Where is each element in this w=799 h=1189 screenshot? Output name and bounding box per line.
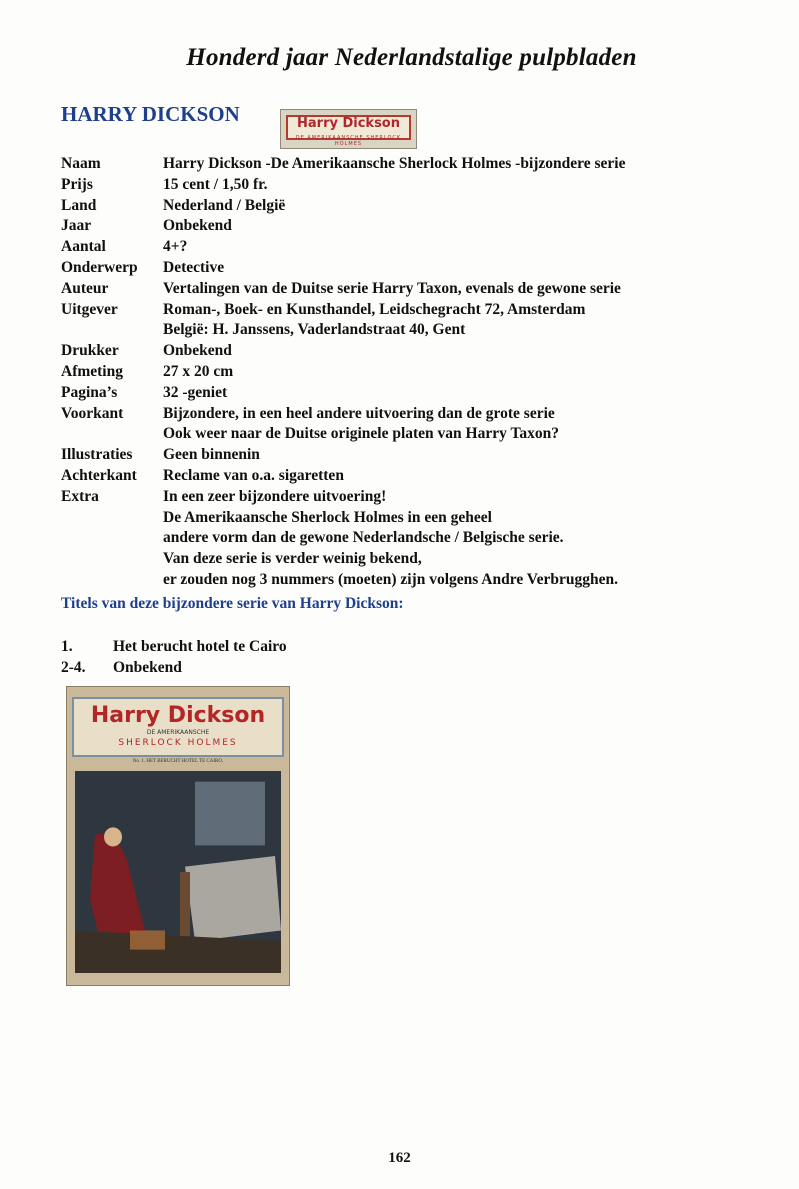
meta-label: Naam <box>61 155 101 172</box>
meta-row <box>61 175 626 196</box>
meta-value-group <box>163 279 621 300</box>
meta-row <box>61 154 626 175</box>
meta-value-group <box>163 383 227 404</box>
meta-value: er zouden nog 3 nummers (moeten) zijn volgens Andre Verbrugghen. <box>163 570 618 588</box>
meta-value-group <box>163 216 232 237</box>
meta-value-group <box>163 362 233 383</box>
logo-subtitle <box>288 135 409 147</box>
meta-label: Uitgever <box>61 300 118 318</box>
meta-label: Illustraties <box>61 446 133 464</box>
meta-value-group <box>163 341 232 362</box>
meta-value: Bijzondere, in een heel andere uitvoering dan de grote serie <box>163 404 555 422</box>
meta-value: In een zeer bijzondere uitvoering! <box>163 487 387 505</box>
titles-heading: Titels van deze bijzondere serie van Harry Dickson: <box>61 595 404 612</box>
meta-label: Aantal <box>61 238 106 256</box>
meta-row <box>61 404 626 446</box>
meta-row <box>61 445 626 466</box>
title-text: Het berucht hotel te Cairo <box>113 638 287 655</box>
logo-line2: SHERLOCK HOLMES <box>334 135 402 147</box>
meta-value: Onbekend <box>163 217 232 235</box>
meta-value: 15 cent / 1,50 fr. <box>163 175 268 193</box>
meta-value: Harry Dickson -De Amerikaansche Sherlock Holmes -bijzondere serie <box>163 155 626 172</box>
meta-label: Onderwerp <box>61 258 138 276</box>
page-number: 162 <box>388 1150 411 1166</box>
cover-issue: No. 1. HET BERUCHT HOTEL TE CAIRO. <box>132 759 224 764</box>
meta-row <box>61 383 626 404</box>
meta-label: Pagina’s <box>61 383 118 401</box>
running-header: Honderd jaar Nederlandstalige pulpbladen <box>186 44 637 71</box>
cover-line1: DE AMERIKAANSCHE <box>146 729 210 736</box>
meta-value: Detective <box>163 258 225 276</box>
meta-value: Roman-, Boek- en Kunsthandel, Leidschegracht 72, Amsterdam <box>163 300 586 318</box>
meta-value-group <box>163 466 344 487</box>
meta-value-group <box>163 258 224 279</box>
meta-row <box>61 258 626 279</box>
meta-value-group <box>163 300 585 342</box>
meta-label: Extra <box>61 487 99 505</box>
cover-name: Harry Dickson <box>90 703 266 728</box>
cover-line2: SHERLOCK HOLMES <box>118 738 238 748</box>
logo-line1: DE AMERIKAANSCHE <box>295 135 364 141</box>
meta-label: Voorkant <box>61 404 124 422</box>
meta-row <box>61 216 626 237</box>
meta-row <box>61 362 626 383</box>
title-number: 1. <box>61 638 73 655</box>
meta-value: De Amerikaansche Sherlock Holmes in een geheel <box>163 508 492 526</box>
meta-value: Nederland / België <box>163 196 286 214</box>
meta-value: België: H. Janssens, Vaderlandstraat 40, Gent <box>163 321 466 339</box>
cover-illustration-art <box>75 771 281 973</box>
meta-row <box>61 466 626 487</box>
meta-row <box>61 279 626 300</box>
meta-value: 27 x 20 cm <box>163 362 234 380</box>
meta-value: Ook weer naar de Duitse originele platen van Harry Taxon? <box>163 425 559 443</box>
series-title: HARRY DICKSON <box>61 102 240 126</box>
cover-illustration <box>75 771 281 973</box>
meta-label: Jaar <box>61 217 92 235</box>
logo-name: Harry Dickson <box>297 116 400 131</box>
meta-value: Geen binnenin <box>163 446 260 464</box>
meta-row <box>61 196 626 217</box>
meta-value-group <box>163 154 626 175</box>
meta-value-group <box>163 175 267 196</box>
meta-row <box>61 341 626 362</box>
meta-value: 32 -geniet <box>163 383 228 401</box>
meta-value: Van deze serie is verder weinig bekend, <box>163 550 422 568</box>
meta-row <box>61 300 626 342</box>
meta-label: Achterkant <box>61 466 137 484</box>
title-list-item <box>61 657 287 678</box>
meta-value-group <box>163 237 187 258</box>
metadata-table <box>61 154 626 591</box>
meta-label: Auteur <box>61 279 109 297</box>
meta-value-group <box>163 404 559 446</box>
meta-value: 4+? <box>163 238 188 256</box>
series-logo <box>280 109 417 149</box>
meta-value-group <box>163 487 618 591</box>
meta-value: Onbekend <box>163 342 232 360</box>
meta-value: Reclame van o.a. sigaretten <box>163 466 344 484</box>
meta-label: Afmeting <box>61 362 123 380</box>
meta-label: Prijs <box>61 175 93 193</box>
meta-value-group <box>163 445 260 466</box>
meta-label: Land <box>61 196 97 214</box>
meta-row <box>61 487 626 591</box>
title-list <box>61 636 287 678</box>
meta-label: Drukker <box>61 342 119 360</box>
title-number: 2-4. <box>61 659 86 676</box>
meta-value-group <box>163 196 285 217</box>
title-list-item <box>61 636 287 657</box>
meta-value: andere vorm dan de gewone Nederlandsche / Belgische serie. <box>163 529 564 547</box>
title-text: Onbekend <box>113 659 182 676</box>
meta-value: Vertalingen van de Duitse serie Harry Taxon, evenals de gewone serie <box>163 279 621 297</box>
cover-image <box>66 686 290 986</box>
cover-banner <box>72 697 284 757</box>
meta-row <box>61 237 626 258</box>
